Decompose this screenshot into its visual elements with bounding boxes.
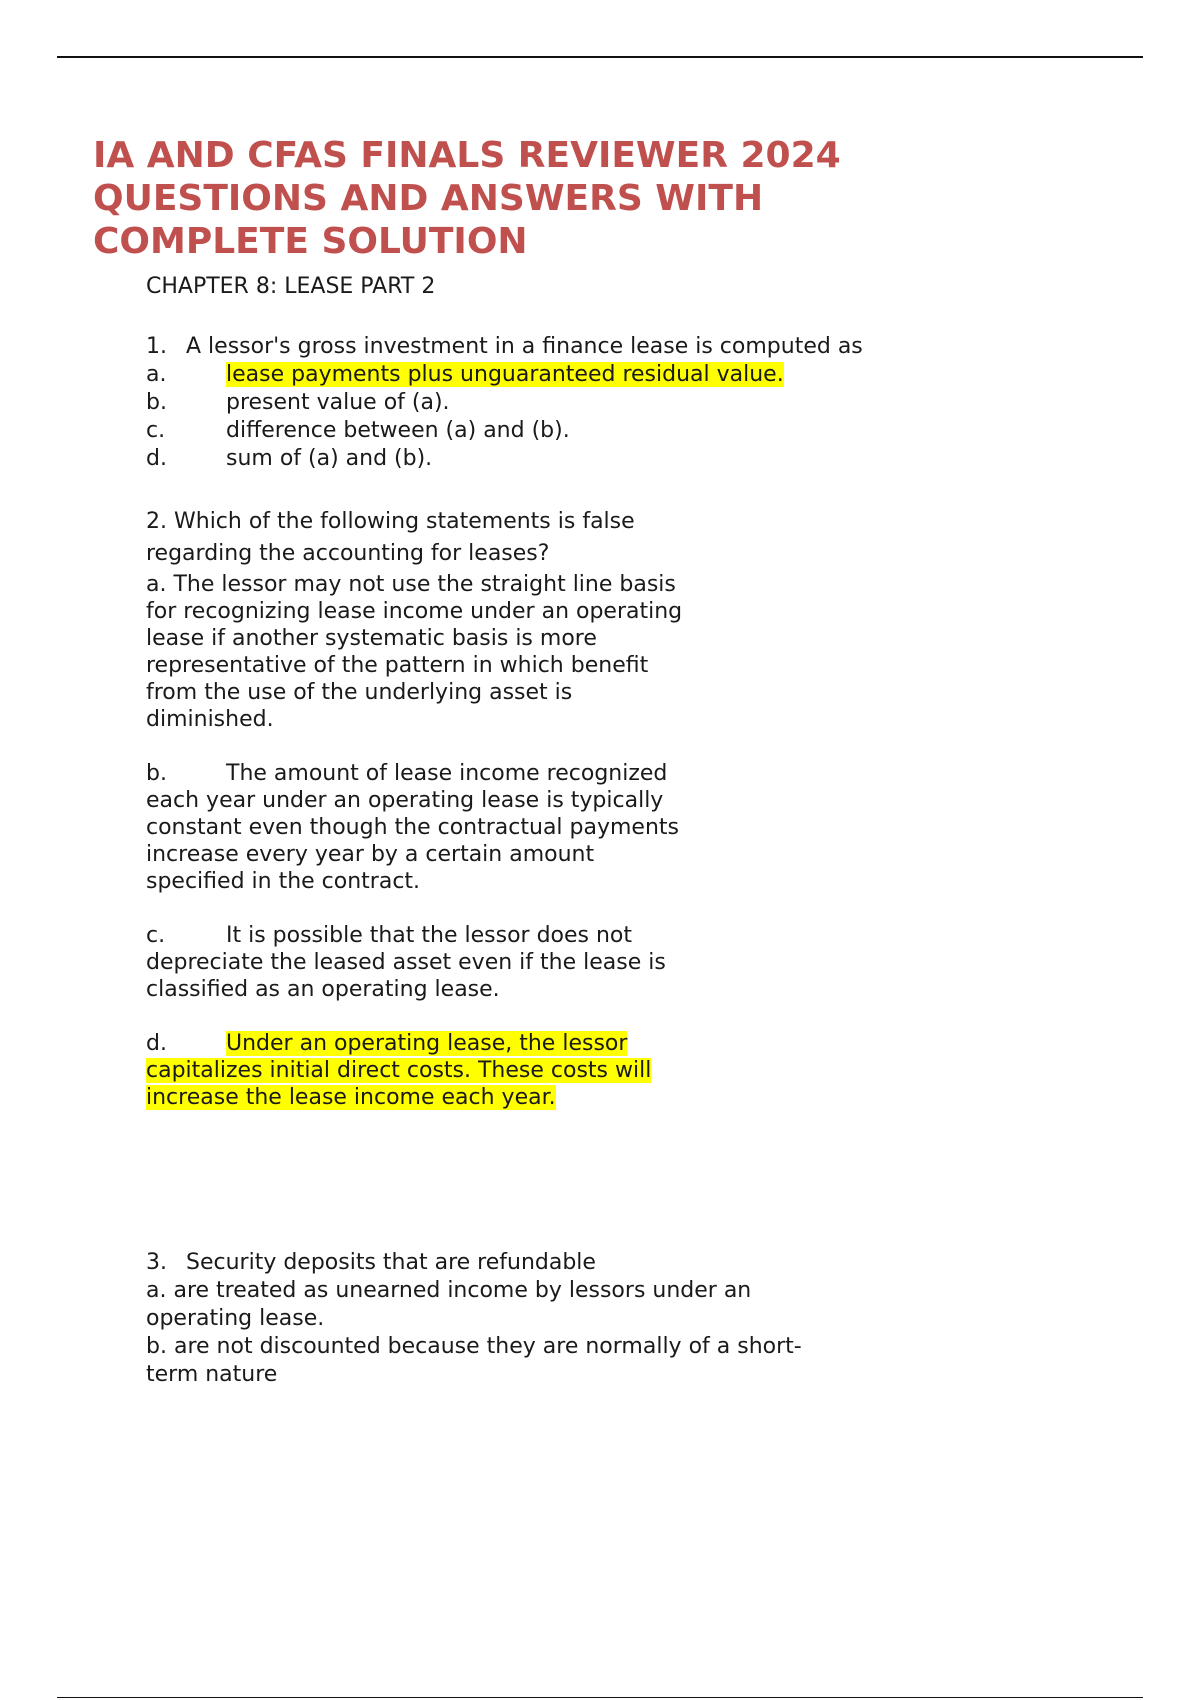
- question-text: Security deposits that are refundable: [186, 1250, 596, 1275]
- question-3-option-a: [146, 1277, 846, 1333]
- option-text: are treated as unearned income by lessors under an operating lease.: [146, 1278, 752, 1331]
- question-2-option-b: [146, 760, 686, 895]
- question-1: [146, 333, 863, 473]
- bottom-rule: [57, 1697, 1143, 1698]
- chapter-heading: CHAPTER 8: LEASE PART 2: [146, 274, 436, 299]
- question-1-stem: [146, 333, 863, 361]
- question-1-option-a: [146, 361, 863, 389]
- option-letter: c.: [146, 418, 166, 443]
- option-letter: b.: [146, 761, 167, 786]
- question-2: [146, 506, 686, 1111]
- question-1-option-d: [146, 445, 863, 473]
- document-title: IA AND CFAS FINALS REVIEWER 2024 QUESTIONS AND ANSWERS WITH COMPLETE SOLUTION: [93, 135, 841, 262]
- option-letter: d.: [146, 1031, 167, 1056]
- option-text: It is possible that the lessor does not depreciate the leased asset even if the lease is classified as an operating lease.: [146, 923, 666, 1002]
- option-letter: a.: [146, 1278, 167, 1303]
- highlighted-answer: Under an operating lease, the lessor capitalizes initial direct costs. These costs will increase the lease income each year.: [146, 1031, 652, 1110]
- option-letter: b.: [146, 390, 167, 415]
- top-rule: [57, 56, 1143, 58]
- highlighted-answer: lease payments plus unguaranteed residual value.: [226, 362, 784, 387]
- question-2-stem: [146, 506, 686, 570]
- option-letter: a.: [146, 572, 167, 597]
- option-text: sum of (a) and (b).: [226, 446, 433, 471]
- question-text: A lessor's gross investment in a finance lease is computed as: [186, 334, 863, 359]
- question-number: 1.: [146, 334, 167, 359]
- question-2-option-d: [146, 1030, 686, 1111]
- question-3-option-b: [146, 1333, 846, 1389]
- option-letter: d.: [146, 446, 167, 471]
- question-2-option-c: [146, 922, 686, 1003]
- option-letter: b.: [146, 1334, 167, 1359]
- question-3: [146, 1249, 846, 1389]
- option-letter: a.: [146, 362, 167, 387]
- option-text: are not discounted because they are normally of a short-term nature: [146, 1334, 802, 1387]
- question-2-option-a: [146, 571, 686, 733]
- question-number: 3.: [146, 1250, 167, 1275]
- option-text: difference between (a) and (b).: [226, 418, 570, 443]
- question-3-stem: [146, 1249, 846, 1277]
- option-text: The lessor may not use the straight line basis for recognizing lease income under an operating lease if another systematic basis is more representative of the pattern in which benefit from the use of the underlying asset is diminished.: [146, 572, 683, 732]
- question-number: 2.: [146, 509, 167, 534]
- question-1-option-b: [146, 389, 863, 417]
- option-letter: c.: [146, 923, 166, 948]
- question-text: Which of the following statements is false regarding the accounting for leases?: [146, 509, 635, 566]
- option-text: present value of (a).: [226, 390, 450, 415]
- option-text: The amount of lease income recognized each year under an operating lease is typically constant even though the contractual payments increase every year by a certain amount specified in the contract.: [146, 761, 679, 894]
- question-1-option-c: [146, 417, 863, 445]
